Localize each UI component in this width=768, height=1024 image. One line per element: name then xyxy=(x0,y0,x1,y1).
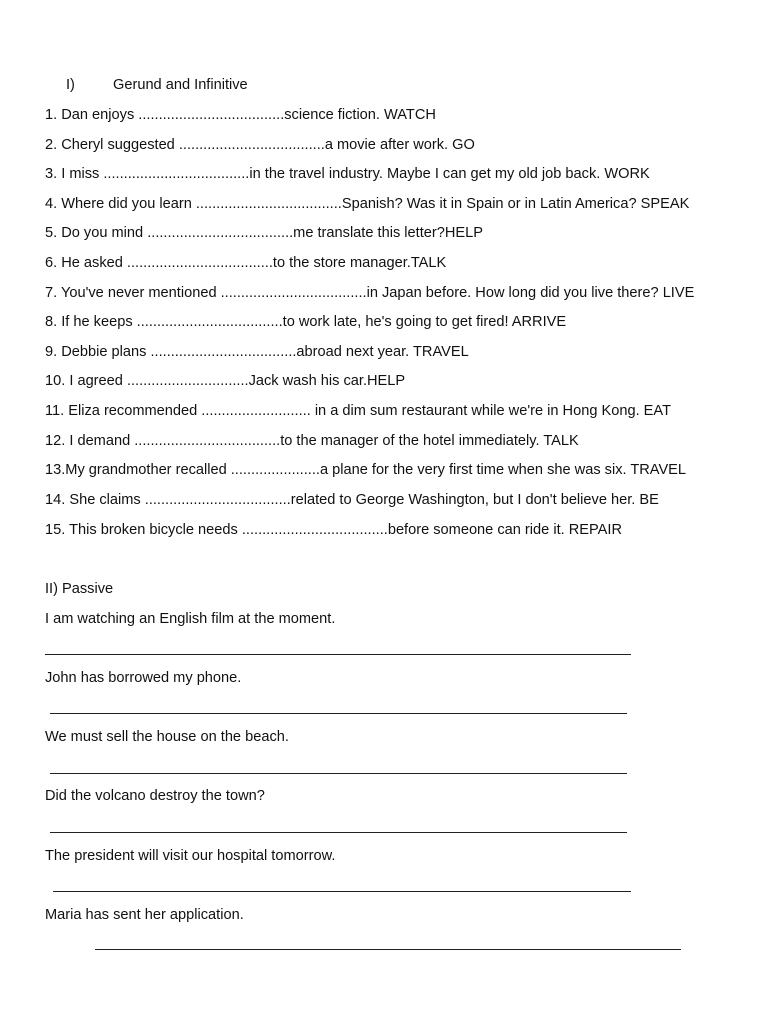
answer-line-5 xyxy=(53,891,631,892)
section-1-heading xyxy=(66,76,248,94)
answer-line-4 xyxy=(50,832,627,833)
passive-sentence-3: We must sell the house on the beach. xyxy=(45,729,289,745)
passive-sentence-5: The president will visit our hospital tomorrow. xyxy=(45,848,336,864)
answer-line-3 xyxy=(50,773,627,774)
passive-sentence-6: Maria has sent her application. xyxy=(45,907,244,923)
exercise-item-10: 10. I agreed ..............................Jack wash his car.HELP xyxy=(45,373,406,389)
passive-sentence-1: I am watching an English film at the moment. xyxy=(45,611,336,627)
exercise-item-7: 7. You've never mentioned ....................................in Japan before. How long did you live there? LIVE xyxy=(45,285,695,301)
exercise-item-15: 15. This broken bicycle needs ....................................before someone can ride it. REPAIR xyxy=(45,522,622,538)
section-2-heading: II) Passive xyxy=(45,581,114,597)
exercise-item-2: 2. Cheryl suggested ....................................a movie after work. GO xyxy=(45,137,475,153)
exercise-item-13: 13.My grandmother recalled ......................a plane for the very first time when she was six. TRAVEL xyxy=(45,462,687,478)
exercise-item-12: 12. I demand ....................................to the manager of the hotel immediately. TALK xyxy=(45,433,579,449)
answer-line-2 xyxy=(50,713,627,714)
exercise-item-8: 8. If he keeps ....................................to work late, he's going to get fired! ARRIVE xyxy=(45,314,567,330)
answer-line-6 xyxy=(95,949,681,950)
exercise-item-9: 9. Debbie plans ....................................abroad next year. TRAVEL xyxy=(45,344,469,360)
exercise-item-6: 6. He asked ....................................to the store manager.TALK xyxy=(45,255,447,271)
passive-sentence-2: John has borrowed my phone. xyxy=(45,670,242,686)
section-1-title: Gerund and Infinitive xyxy=(113,77,248,93)
exercise-item-14: 14. She claims ....................................related to George Washington, but I don't believe her. BE xyxy=(45,492,659,508)
exercise-item-4: 4. Where did you learn ....................................Spanish? Was it in Spain or in Latin America? SPEAK xyxy=(45,196,690,212)
section-1-number: I) xyxy=(66,77,75,93)
answer-line-1 xyxy=(45,654,631,655)
exercise-item-5: 5. Do you mind ....................................me translate this letter?HELP xyxy=(45,225,483,241)
passive-sentence-4: Did the volcano destroy the town? xyxy=(45,788,265,804)
exercise-item-1: 1. Dan enjoys ....................................science fiction. WATCH xyxy=(45,107,436,123)
exercise-item-11: 11. Eliza recommended ........................... in a dim sum restaurant while we're in Hong Kong. EAT xyxy=(45,403,671,419)
exercise-item-3: 3. I miss ....................................in the travel industry. Maybe I can get my old job back. WORK xyxy=(45,166,650,182)
